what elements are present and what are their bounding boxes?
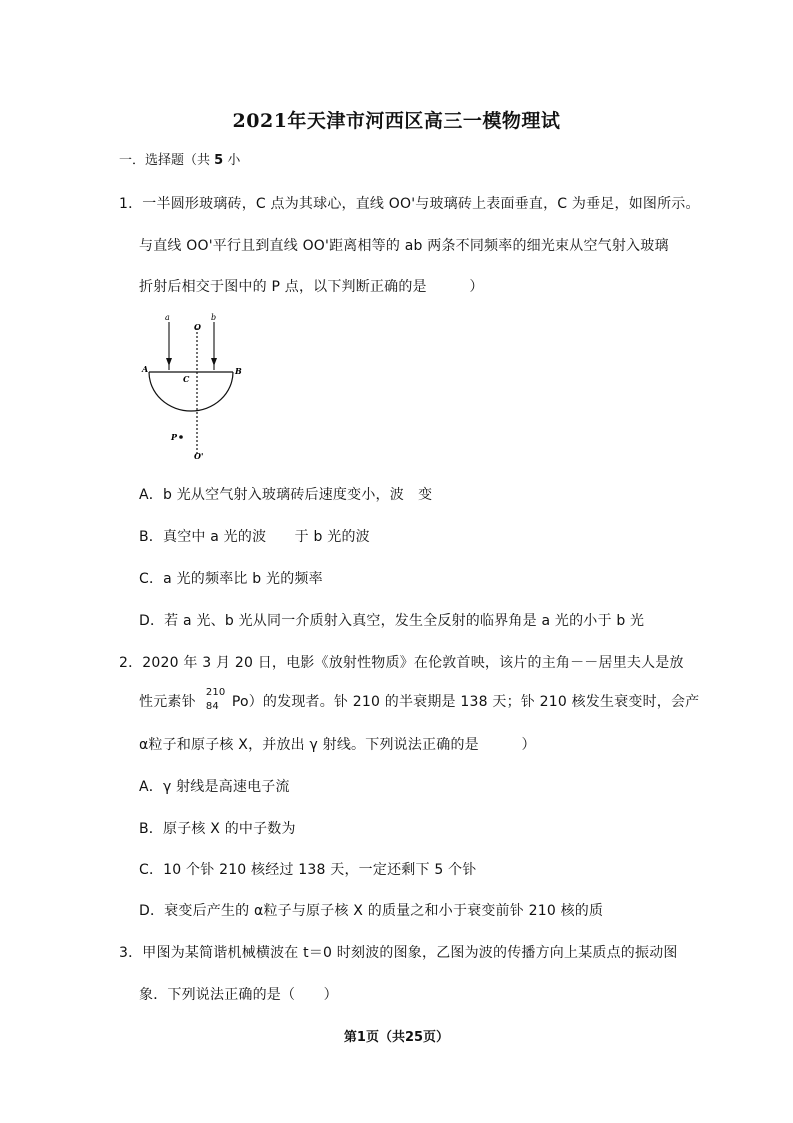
label-C: C — [183, 374, 190, 384]
section-heading — [119, 149, 240, 168]
label-o-top: O — [194, 322, 201, 332]
page-footer: 第1页（共25页） — [343, 1030, 450, 1045]
q1-option-d: D．若 a 光、b 光从同一介质射入真空，发生全反射的临界角是 a 光的小于 b 光 — [139, 613, 645, 629]
q2-stem-line2 — [139, 687, 700, 712]
polonium-nuclide — [205, 687, 230, 712]
label-B: B — [235, 366, 242, 376]
label-P: P — [171, 432, 178, 442]
q1-figure — [135, 306, 255, 466]
label-b: b — [211, 313, 217, 322]
section-suffix: 小 — [227, 153, 241, 168]
label-a: a — [165, 313, 170, 322]
q3-stem-line2: 象．下列说法正确的是（ ） — [139, 987, 338, 1003]
section-prefix: 一．选择题（共 — [119, 153, 211, 168]
q1-stem-line1: 1．一半圆形玻璃砖，C 点为其球心，直线 OO'与玻璃砖上表面垂直，C 为垂足，如图所示。 — [119, 196, 700, 212]
ray-b-arrow-icon — [211, 358, 217, 366]
document-title: 2021年天津市河西区高三一模物理试 — [232, 110, 561, 132]
q1-option-a: A．b 光从空气射入玻璃砖后速度变小，波 变 — [139, 487, 433, 503]
nuclide-atomic-number: 84 — [205, 701, 219, 712]
q2-option-b: B．原子核 X 的中子数为 — [139, 821, 296, 837]
q1-option-b: B．真空中 a 光的波 于 b 光的波 — [139, 529, 370, 545]
q2-stem-line3: α粒子和原子核 X，并放出 γ 射线。下列说法正确的是 ） — [139, 737, 536, 753]
q1-stem-line2: 与直线 OO'平行且到直线 OO'距离相等的 ab 两条不同频率的细光束从空气射入玻璃 — [139, 238, 669, 254]
q2-stem-line1: 2．2020 年 3 月 20 日，电影《放射性物质》在伦敦首映，该片的主角－－居里夫人是放 — [119, 655, 684, 671]
label-A: A — [142, 364, 149, 374]
glass-semicircle-arc — [149, 372, 233, 411]
q2-line2-pre: 性元素钋 — [139, 694, 196, 710]
q2-option-d: D．衰变后产生的 α粒子与原子核 X 的质量之和小于衰变前钋 210 核的质 — [139, 903, 604, 919]
q2-option-c: C．10 个钋 210 核经过 138 天，一定还剩下 5 个钋 — [139, 862, 477, 878]
q2-option-a: A．γ 射线是高速电子流 — [139, 779, 290, 795]
q1-stem-line3: 折射后相交于图中的 P 点，以下判断正确的是 ） — [139, 279, 484, 295]
nuclide-symbol: Po） — [231, 694, 263, 710]
section-count: 5 — [214, 153, 224, 168]
q1-option-c: C．a 光的频率比 b 光的频率 — [139, 571, 323, 587]
label-o-bottom: O' — [194, 451, 204, 461]
point-p-dot — [179, 435, 183, 439]
ray-a-arrow-icon — [166, 358, 172, 366]
q3-stem-line1: 3．甲图为某简谐机械横波在 t＝0 时刻波的图象，乙图为波的传播方向上某质点的振动图 — [119, 945, 678, 961]
semicircle-glass-diagram — [135, 306, 255, 466]
nuclide-mass-number: 210 — [205, 687, 226, 698]
q2-line2-post: 的发现者。钋 210 的半衰期是 138 天；钋 210 核发生衰变时，会产 — [262, 694, 700, 710]
